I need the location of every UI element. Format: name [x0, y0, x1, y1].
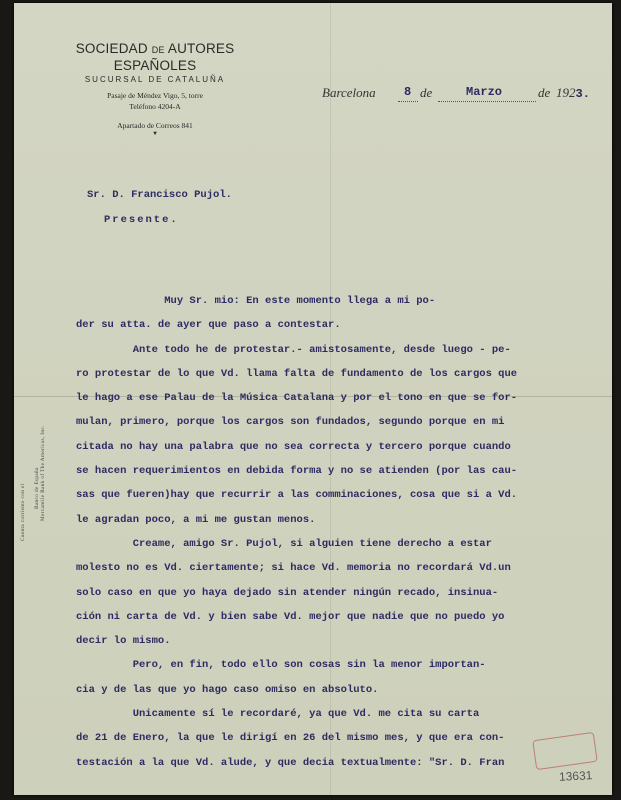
- letterhead-address: Pasaje de Méndez Vigo, 5, torre: [107, 91, 203, 100]
- body-line: molesto no es Vd. ciertamente; si hace Vd. memoria no recordará Vd.un: [76, 562, 511, 575]
- body-line: Unicamente sí le recordaré, ya que Vd. me cita su carta: [76, 708, 480, 721]
- body-line: Creame, amigo Sr. Pujol, si alguien tiene derecho a estar: [76, 537, 492, 550]
- side-note-bank2: Mercantile Bank of The Americas, Inc.: [40, 425, 46, 521]
- letter-page: [14, 3, 612, 795]
- archive-number: 13631: [558, 768, 593, 784]
- addressee-presente: Presente.: [104, 214, 179, 226]
- date-day: 8: [404, 85, 412, 99]
- body-line: Muy Sr. mio: En este momento llega a mi po-: [76, 295, 436, 307]
- side-note-bank1: Banco de España: [34, 467, 40, 509]
- body-line: cia y de las que yo hago caso omiso en absoluto.: [76, 683, 379, 696]
- date-month: Marzo: [466, 85, 503, 99]
- body-line: de 21 de Enero, la que le dirigí en 26 del mismo mes, y que era con-: [76, 732, 505, 745]
- letterhead: [50, 41, 260, 137]
- addressee: [87, 183, 232, 233]
- body-line: Pero, en fin, todo ello son cosas sin la menor importan-: [76, 659, 486, 672]
- letterhead-branch: SUCURSAL DE CATALUÑA: [84, 75, 226, 84]
- letterhead-organization: SOCIEDAD DE AUTORES ESPAÑOLES: [75, 41, 235, 73]
- letter-body: [76, 289, 608, 775]
- addressee-name: Sr. D. Francisco Pujol.: [87, 189, 232, 201]
- body-line: testación a la que Vd. alude, y que decia textualmente: "Sr. D. Fran: [76, 756, 505, 769]
- date-year: 1923.: [556, 85, 590, 101]
- bank-side-note: [20, 321, 46, 541]
- body-line: solo caso en que yo haya dejado sin atender ningún recado, insinua-: [76, 586, 499, 599]
- body-line: decir lo mismo.: [76, 635, 171, 648]
- body-line: se hacen requerimientos en debida forma y no se atienden (por las cau-: [76, 465, 518, 478]
- letterhead-phone: Teléfono 4204-A: [129, 102, 181, 111]
- dateline: [316, 85, 596, 105]
- body-line: mulan, primero, porque los cargos son fundados, segundo porque en mi: [76, 416, 505, 429]
- body-line: Ante todo he de protestar.- amistosamente, desde luego - pe-: [76, 343, 511, 356]
- body-line: ción ni carta de Vd. y bien sabe Vd. mejor que nadie que no puedo yo: [76, 610, 505, 623]
- ornament-icon: ▼: [153, 130, 157, 137]
- body-line: citada no hay una palabra que no sea correcta y tercero porque cuando: [76, 440, 511, 453]
- letterhead-po-box: Apartado de Correos 841: [117, 121, 193, 130]
- body-line: ro protestar de lo que Vd. llama falta de fundamento de los cargos que: [76, 367, 518, 380]
- date-city: Barcelona: [322, 85, 376, 100]
- body-line: le agradan poco, a mi me gustan menos.: [76, 513, 316, 526]
- date-de-2: de: [538, 85, 551, 100]
- body-line: sas que fueren)hay que recurrir a las comminaciones, cosa que si a Vd.: [76, 489, 518, 502]
- side-note-account: Cuenta corriente con el: [20, 483, 26, 541]
- body-line: le hago a ese Palau de la Música Catalana y por el tono en que se for-: [76, 392, 518, 405]
- body-line: der su atta. de ayer que paso a contestar.: [76, 319, 341, 332]
- date-de-1: de: [420, 85, 433, 100]
